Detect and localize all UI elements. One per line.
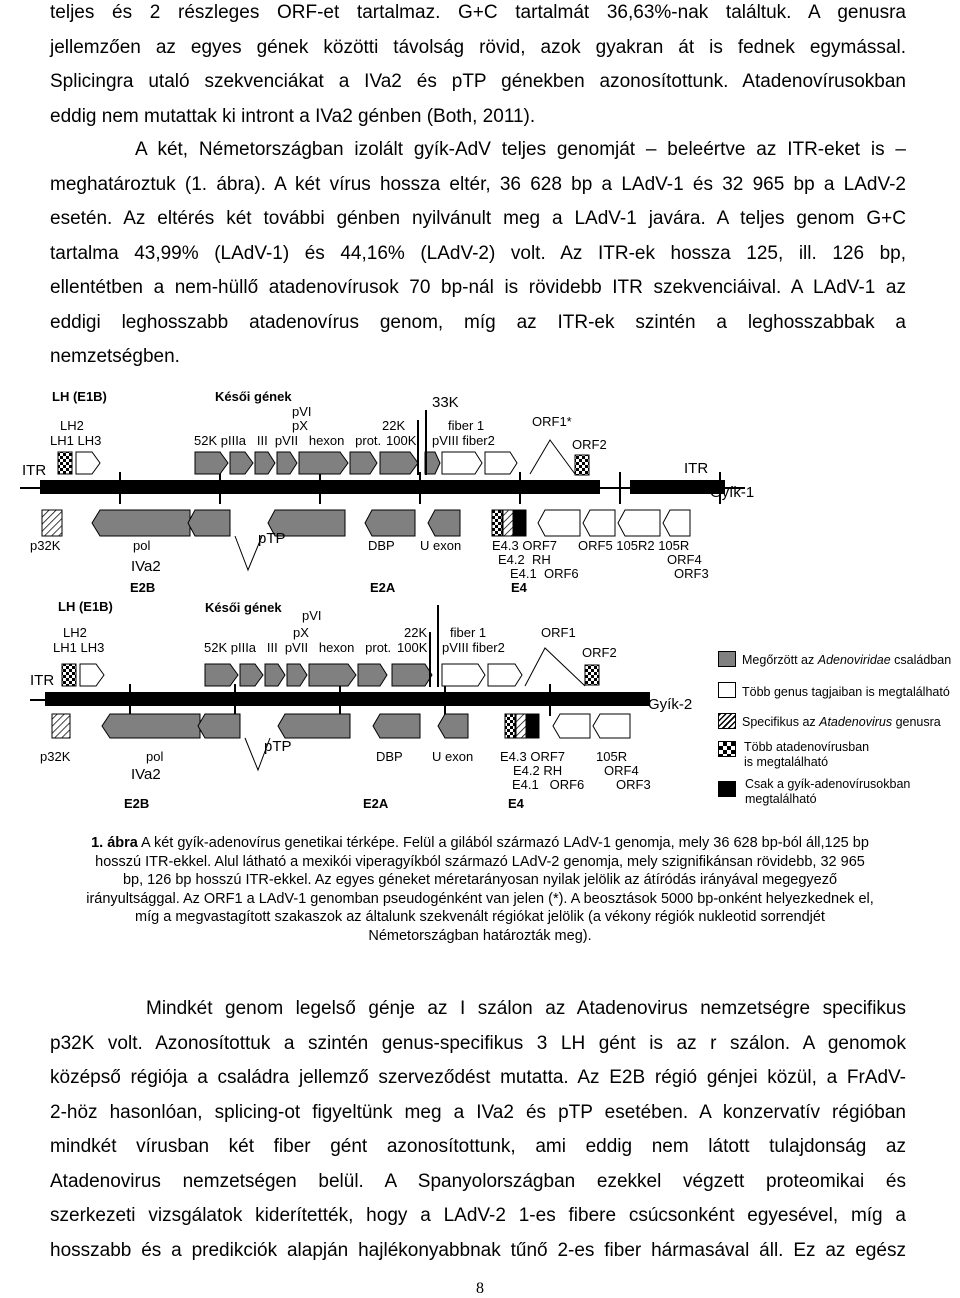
gene-label: ORF2 [572,437,607,452]
gene-label: E4.1 ORF6 [512,777,585,792]
gene-label: 100K [386,433,417,448]
gene-label: pX [292,418,308,433]
text-line: 2-höz hasonlóan, splicing-ot figyeltünk meg a IVa2 és pTP esetében. A konzervatív régióban [50,1101,906,1123]
gene-label: 105R [596,749,628,764]
text-line: p32K volt. Azonosítottuk a szintén genus-specifikus 3 LH gént is az r szálon. A genomok [50,1032,906,1054]
text-line: Splicingra utaló szekvenciákat a IVa2 és pTP génekben azonosítottunk. Atadenovírusokban [50,71,906,92]
gene-label: ORF1* [532,414,572,429]
itr-label: ITR [684,460,709,477]
gene-label: pVI [292,404,312,419]
caption-line: Németországban határozták meg). [368,927,592,944]
text-line: középső régiója a családra jellemző szerveződést mutatta. Az E2B régió génjei közül, a FrAdV- [50,1067,906,1088]
gene-label: pTP [258,530,286,547]
figure-caption [0,834,960,945]
genome-name: Gyík-2 [648,696,693,713]
gene-label: ORF2 [582,645,617,660]
text-line: mindkét vírusban két fiber gént azonosítottunk, ami eddig nem látott tulajdonság az [50,1136,906,1157]
gene-label: 22K [382,418,406,433]
legend-swatch-multi-atadeno [718,741,736,757]
text-line: esetén. Az eltérés két további génben nyilvánult meg a LAdV-1 javára. A teljes genom G+C [50,208,906,229]
caption-line: hosszú ITR-ekkel. Alul látható a mexikói viperagyíkból származó LAdV-2 genomja, mely szignifikánsan rövidebb, 32 965 [95,853,865,870]
gene-label: IVa2 [131,558,161,575]
gene-label: fiber 1 [450,625,487,640]
legend-swatch-multi-genus [718,682,736,698]
gene-label: LH1 LH3 [53,640,105,655]
caption-line: bp, 126 bp hosszú ITR-ekkel. Az egyes géneket méretarányosan nyilak jelölik az átíródás irányával megegyező [122,872,838,888]
gene-label: pVI [302,608,322,623]
gene-label: ORF5 105R2 105R [578,538,690,553]
text-line: teljes és 2 részleges ORF-et tartalmaz. G+C tartalmát 36,63%-nak találtuk. A genusra [50,2,906,23]
gene-label: DBP [376,749,403,764]
gene-label: 22K [404,625,428,640]
region-label: E2A [363,796,389,811]
gene-label: E4.2 RH [498,552,551,567]
itr-label: ITR [30,672,55,689]
legend-swatch-lizard-only [718,781,736,797]
text-line: eddig nem mutattak ki intront a IVa2 génben (Both, 2011). [50,105,536,127]
text-line: szerkezeti vizsgálatok kiderítették, hogy a LAdV-2 1-es fibere csúcsonként egyesével, míg a [50,1205,906,1226]
text-line: jellemzően az egyes gének közötti távolság rövid, azok gyakran át is fednek egymással. [50,36,906,58]
genome-name: Gyík-1 [710,484,755,501]
gene-label: E4.2 RH [513,763,563,778]
gene-label: pol [146,749,164,764]
region-label: E4 [508,796,524,811]
text-line: Mindkét genom legelső génje az I szálon az Atadenovirus nemzetségre specifikus [146,998,906,1019]
gene-label: fiber 1 [448,418,485,433]
region-label: E4 [511,580,527,595]
caption-line: míg a megvastagított szakaszok az általunk szekvenált régiókat jelölik (a vékony régiók nukleotid sorrendjét [135,909,825,925]
legend-swatch-genus-specific [718,713,736,729]
gene-label: 33K [432,394,459,411]
gene-label: LH2 [60,418,84,433]
gene-label: E4.3 ORF7 [492,538,558,553]
text-line: eddigi leghosszabb atadenovírus genom, míg az ITR-ek szintén a leghosszabbak a [50,311,906,333]
gene-label: p32K [30,538,61,553]
legend-item: Csak a gyík-adenovírusokban megtalálható [745,777,911,806]
gene-label: pol [133,538,151,553]
bottom-paragraph [50,992,906,1268]
gene-label: E4.3 ORF7 [500,749,566,764]
region-label: E2B [130,580,156,595]
gene-label: U exon [432,749,474,764]
gene-label: 100K [397,640,428,655]
late-genes-label: Késői gének [215,389,292,404]
text-line: meghatároztuk (1. ábra). A két vírus hossza eltér, 36 628 bp a LAdV-1 és 32 965 bp a LAdV-2 [50,173,906,195]
gene-label: IVa2 [131,766,161,783]
region-label: E2B [124,796,150,811]
gene-label: E4.1 ORF6 [510,566,579,581]
caption-line: irányultsággal. Az ORF1 a LAdV-1 genomban pseudogénként van jelen (*). A beosztások 5000 bp-onként helyezkednek el, [86,890,874,907]
lh-region-label: LH (E1B) [52,389,107,404]
text-line: ellentétben a nem-hüllő atadenovírusok 70 bp-nál is rövidebb ITR szekvenciáival. A LAdV-1 az [50,277,906,298]
gene-label: LH1 LH3 [50,433,102,448]
text-line: A két, Németországban izolált gyík-AdV teljes genomját – beleértve az ITR-eket is – [135,139,906,160]
legend-item: Több genus tagjaiban is megtalálható [742,685,950,699]
region-label: E2A [370,580,396,595]
text-line: Atadenovirus nemzetségen belül. A Spanyolországban ezekkel végzett proteomikai és [50,1170,906,1192]
caption-line: 1. ábra A két gyík-adenovírus genetikai térképe. Felül a gilából származó LAdV-1 genomja, mely 36 628 bp-ból áll,125 bp [91,835,869,851]
lh-region-label: LH (E1B) [58,599,113,614]
itr-label: ITR [22,462,47,479]
late-genes-label: Késői gének [205,600,282,615]
gene-label: ORF3 [616,777,651,792]
gene-label: U exon [420,538,462,553]
gene-label: pX [293,625,309,640]
gene-label: ORF1 [541,625,576,640]
legend-item: Megőrzött az Adenoviridae családban [742,653,952,667]
text-line: tartalma 43,99% (LAdV-1) és 44,16% (LAdV-2) volt. Az ITR-ek hossza 125, ill. 126 bp, [50,242,906,264]
gene-label: pTP [264,738,292,755]
gene-label: p32K [40,749,71,764]
legend-item: Specifikus az Atadenovirus genusra [742,715,941,729]
legend-swatch-conserved [718,651,736,667]
gene-label: DBP [368,538,395,553]
gene-label: pVIII fiber2 [442,640,505,655]
gene-label: ORF4 [604,763,639,778]
gene-label: pVIII fiber2 [432,433,495,448]
legend-item: Több atadenovírusban is megtalálható [744,740,870,769]
gene-label: ORF4 [667,552,702,567]
gene-label: 52K pIIIa III pVII hexon prot. [194,433,382,448]
text-line: hosszabb és a predikciók alapján hajlékonyabbnak tűnő 2-es fiber hármasával áll. Ez az egész [50,1239,906,1261]
text-line: nemzetségben. [50,346,180,367]
gene-label: ORF3 [674,566,709,581]
page-number: 8 [476,1280,484,1297]
gene-label: 52K pIIIa III pVII hexon prot. [204,640,392,655]
gene-label: LH2 [63,625,87,640]
